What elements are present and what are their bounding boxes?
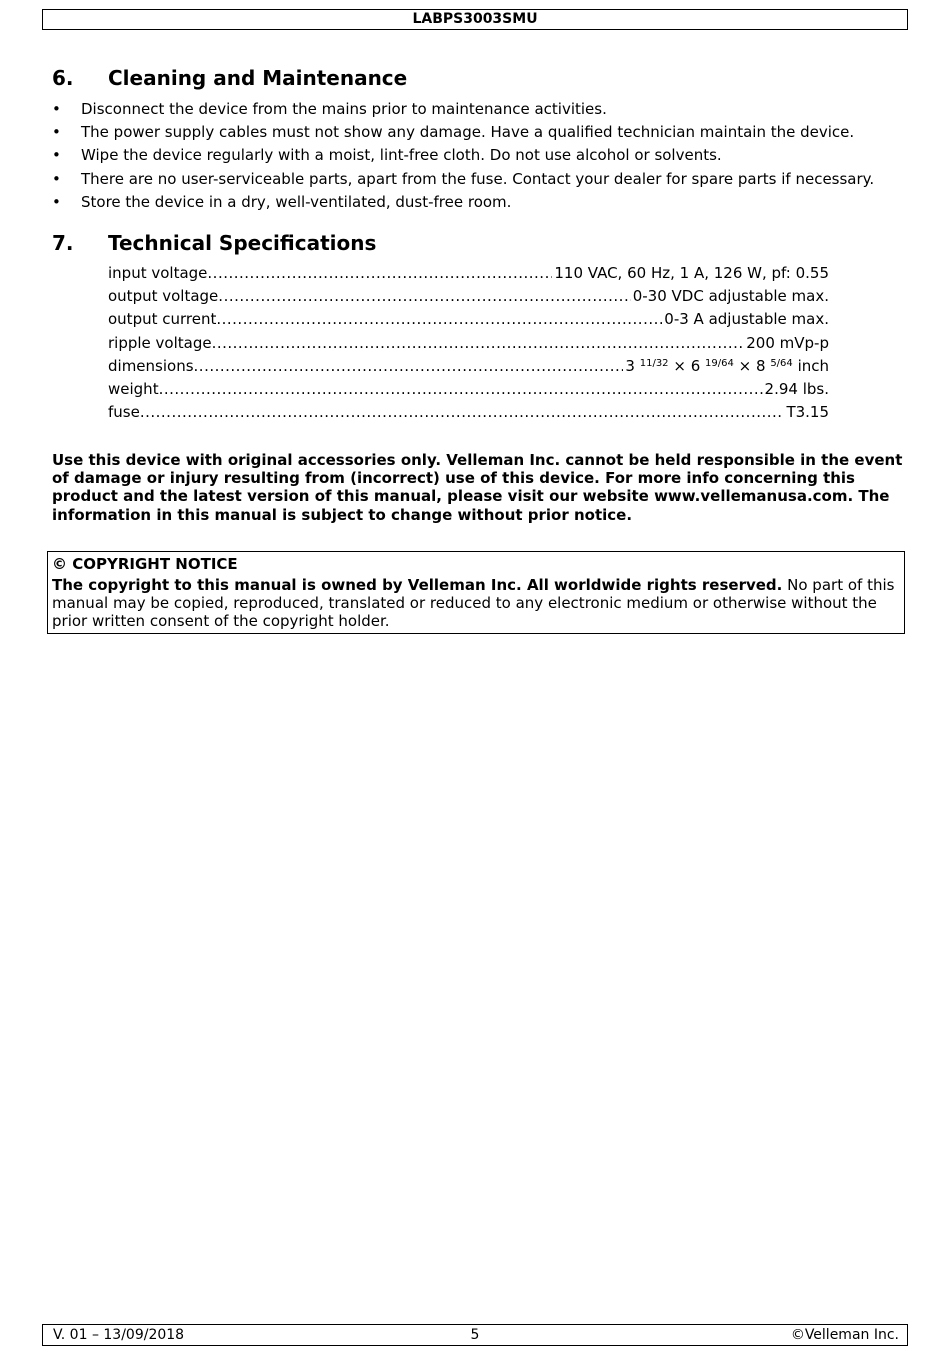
dim-a: 3 bbox=[625, 356, 635, 375]
maintenance-list bbox=[52, 98, 874, 214]
dot-leader bbox=[212, 332, 745, 355]
dim-unit: inch bbox=[797, 356, 829, 375]
list-item-text: The power supply cables must not show any damage. Have a qualified technician maintain the device. bbox=[81, 123, 855, 142]
spec-value bbox=[623, 355, 829, 378]
footer-owner: ©Velleman Inc. bbox=[790, 1327, 899, 1343]
list-item bbox=[52, 144, 874, 167]
list-item bbox=[52, 168, 874, 191]
list-item-text: There are no user-serviceable parts, apart from the fuse. Contact your dealer for spare parts if necessary. bbox=[81, 169, 875, 188]
page-footer bbox=[42, 1324, 908, 1346]
page-header bbox=[42, 9, 908, 30]
dot-leader bbox=[216, 308, 662, 331]
spec-label: ripple voltage bbox=[108, 333, 212, 352]
spec-value: 0-3 A adjustable max. bbox=[664, 310, 829, 329]
copyright-title: © COPYRIGHT NOTICE bbox=[52, 555, 238, 573]
section-7-number: 7. bbox=[52, 231, 74, 255]
dot-leader bbox=[140, 401, 785, 424]
spec-label: dimensions bbox=[108, 356, 194, 375]
dim-c-fraction: 5/64 bbox=[770, 357, 793, 369]
dot-leader bbox=[207, 262, 552, 285]
spec-row-output-current bbox=[108, 308, 829, 331]
spec-row-weight bbox=[108, 378, 829, 401]
spec-label: output current bbox=[108, 310, 217, 329]
usage-notice: Use this device with original accessories only. Velleman Inc. cannot be held responsible in the event of damage or injury resulting from (incorrect) use of this device. For more info concerning this product and the latest version of this manual, please visit our website www.vellemanusa.com. The information in this manual is subject to change without prior notice. bbox=[52, 451, 903, 524]
copyright-text: No part of this manual may be copied, reproduced, translated or reduced to any electronic medium or otherwise without the prior written consent of the copyright holder. bbox=[52, 576, 895, 631]
times-sign: × bbox=[673, 356, 686, 375]
list-item-text: Wipe the device regularly with a moist, lint-free cloth. Do not use alcohol or solvents. bbox=[81, 146, 722, 165]
bullet-icon: • bbox=[52, 100, 61, 118]
spec-row-fuse bbox=[108, 401, 829, 424]
spec-row-dimensions bbox=[108, 355, 829, 378]
times-sign: × bbox=[738, 356, 752, 375]
spec-value: T3.15 bbox=[786, 403, 829, 422]
spec-value: 0-30 VDC adjustable max. bbox=[632, 287, 829, 306]
dim-a-fraction: 11/32 bbox=[639, 357, 669, 369]
dot-leader bbox=[194, 355, 624, 378]
list-item bbox=[52, 191, 874, 214]
section-7-title bbox=[52, 231, 376, 255]
spec-label: input voltage bbox=[108, 264, 208, 282]
list-item-text: Store the device in a dry, well-ventilated, dust-free room. bbox=[81, 192, 512, 211]
dot-leader bbox=[218, 285, 630, 308]
dim-b: 6 bbox=[690, 356, 701, 375]
section-6-heading: Cleaning and Maintenance bbox=[108, 66, 408, 90]
spec-label: fuse bbox=[108, 403, 140, 422]
spec-row-output-voltage bbox=[108, 285, 829, 308]
spec-label: weight bbox=[108, 379, 159, 398]
section-7-heading: Technical Specifications bbox=[108, 231, 377, 255]
bullet-icon: • bbox=[52, 169, 61, 188]
header-model: LABPS3003SMU bbox=[412, 11, 538, 27]
footer-page-number: 5 bbox=[470, 1327, 480, 1343]
spec-value: 200 mVp-p bbox=[746, 333, 829, 352]
spec-value: 110 VAC, 60 Hz, 1 A, 126 W, pf: 0.55 bbox=[554, 264, 829, 282]
dim-c: 8 bbox=[755, 356, 766, 375]
copyright-notice-box bbox=[47, 551, 905, 634]
spec-table bbox=[108, 262, 829, 424]
bullet-icon: • bbox=[52, 123, 61, 142]
dim-b-fraction: 19/64 bbox=[705, 357, 734, 369]
spec-row-ripple-voltage bbox=[108, 332, 829, 355]
section-6-title bbox=[52, 66, 407, 90]
bullet-icon: • bbox=[52, 192, 61, 211]
copyright-bold-text: The copyright to this manual is owned by Velleman Inc. All worldwide rights reserved. bbox=[52, 576, 783, 594]
bullet-icon: • bbox=[52, 146, 61, 165]
list-item-text: Disconnect the device from the mains prior to maintenance activities. bbox=[81, 100, 607, 118]
copyright-body bbox=[52, 576, 900, 631]
footer-version: V. 01 – 13/09/2018 bbox=[53, 1327, 185, 1343]
spec-value: 2.94 lbs. bbox=[764, 379, 829, 398]
spec-row-input-voltage bbox=[108, 262, 829, 285]
spec-label: output voltage bbox=[108, 287, 219, 306]
section-6-number: 6. bbox=[52, 66, 74, 90]
list-item bbox=[52, 121, 874, 144]
dot-leader bbox=[159, 378, 763, 401]
list-item bbox=[52, 98, 874, 121]
